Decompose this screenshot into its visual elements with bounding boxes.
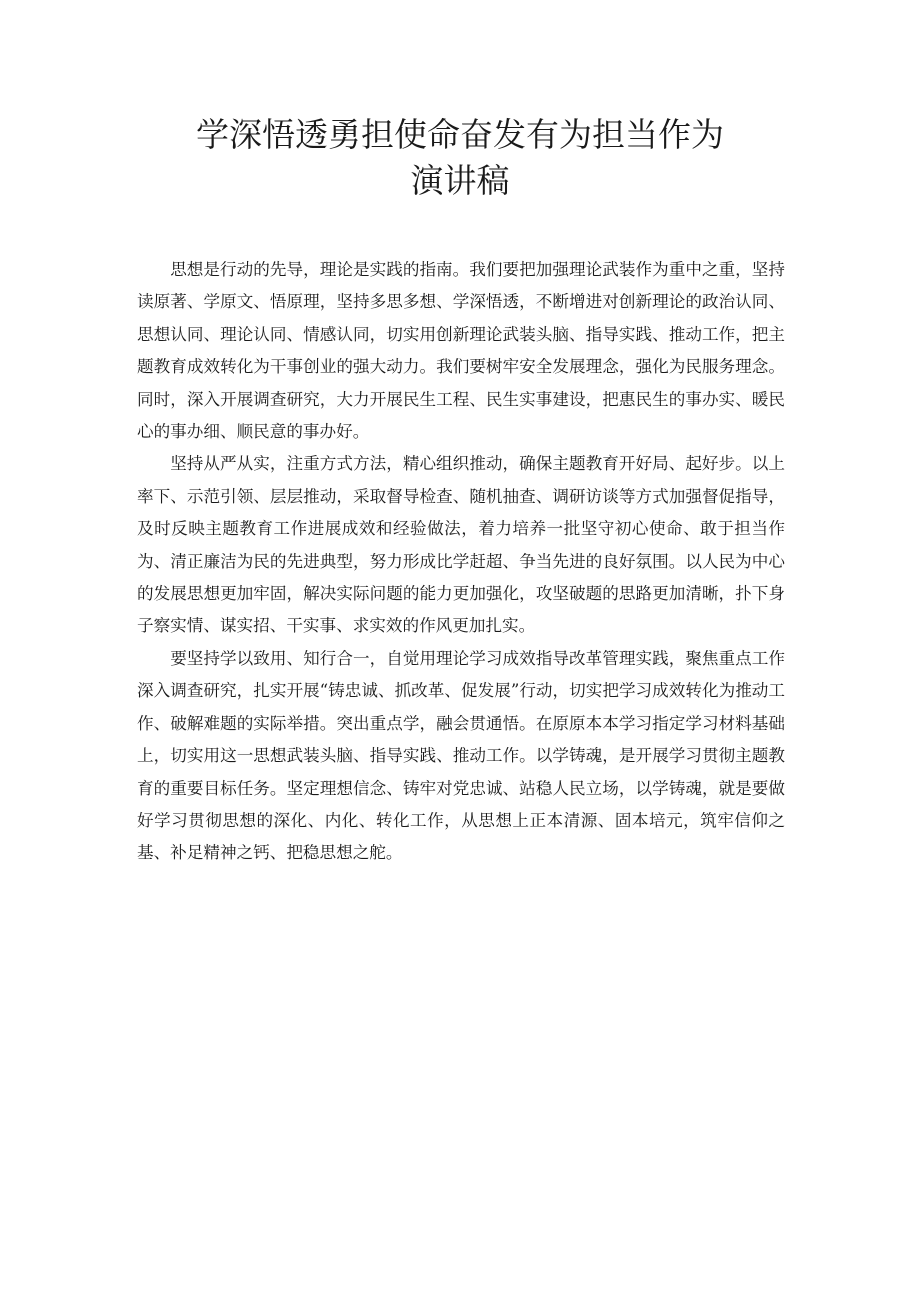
title-line-2: 演讲稿 xyxy=(410,161,510,200)
document-body xyxy=(137,254,785,870)
document-title xyxy=(0,112,920,204)
paragraph-2: 坚持从严从实，注重方式方法，精心组织推动，确保主题教育开好局、起好步。以上率下、示范引领、层层推动，采取督导检查、随机抽查、调研访谈等方式加强督促指导，及时反映主题教育工作进展成效和经验做法，着力培养一批坚守初心使命、敢于担当作为、清正廉洁为民的先进典型，努力形成比学赶超、争当先进的良好氛围。以人民为中心的发展思想更加牢固，解决实际问题的能力更加强化，攻坚破题的思路更加清晰，扑下身子察实情、谋实招、干实事、求实效的作风更加扎实。 xyxy=(137,454,785,636)
paragraph-3: 要坚持学以致用、知行合一，自觉用理论学习成效指导改革管理实践，聚焦重点工作深入调查研究，扎实开展“铸忠诚、抓改革、促发展”行动，切实把学习成效转化为推动工作、破解难题的实际举措。突出重点学，融会贯通悟。在原原本本学习指定学习材料基础上，切实用这一思想武装头脑、指导实践、推动工作。以学铸魂，是开展学习贯彻主题教育的重要目标任务。坚定理想信念、铸牢对党忠诚、站稳人民立场，以学铸魂，就是要做好学习贯彻思想的深化、内化、转化工作，从思想上正本清源、固本培元，筑牢信仰之基、补足精神之钙、把稳思想之舵。 xyxy=(137,648,785,863)
paragraph-1: 思想是行动的先导，理论是实践的指南。我们要把加强理论武装作为重中之重，坚持读原著、学原文、悟原理，坚持多思多想、学深悟透，不断增进对创新理论的政治认同、思想认同、理论认同、情感认同，切实用创新理论武装头脑、指导实践、推动工作，把主题教育成效转化为干事创业的强大动力。我们要树牢安全发展理念，强化为民服务理念。同时，深入开展调查研究，大力开展民生工程、民生实事建设，把惠民生的事办实、暖民心的事办细、顺民意的事办好。 xyxy=(137,260,785,442)
title-line-1: 学深悟透勇担使命奋发有为担当作为 xyxy=(196,115,724,154)
